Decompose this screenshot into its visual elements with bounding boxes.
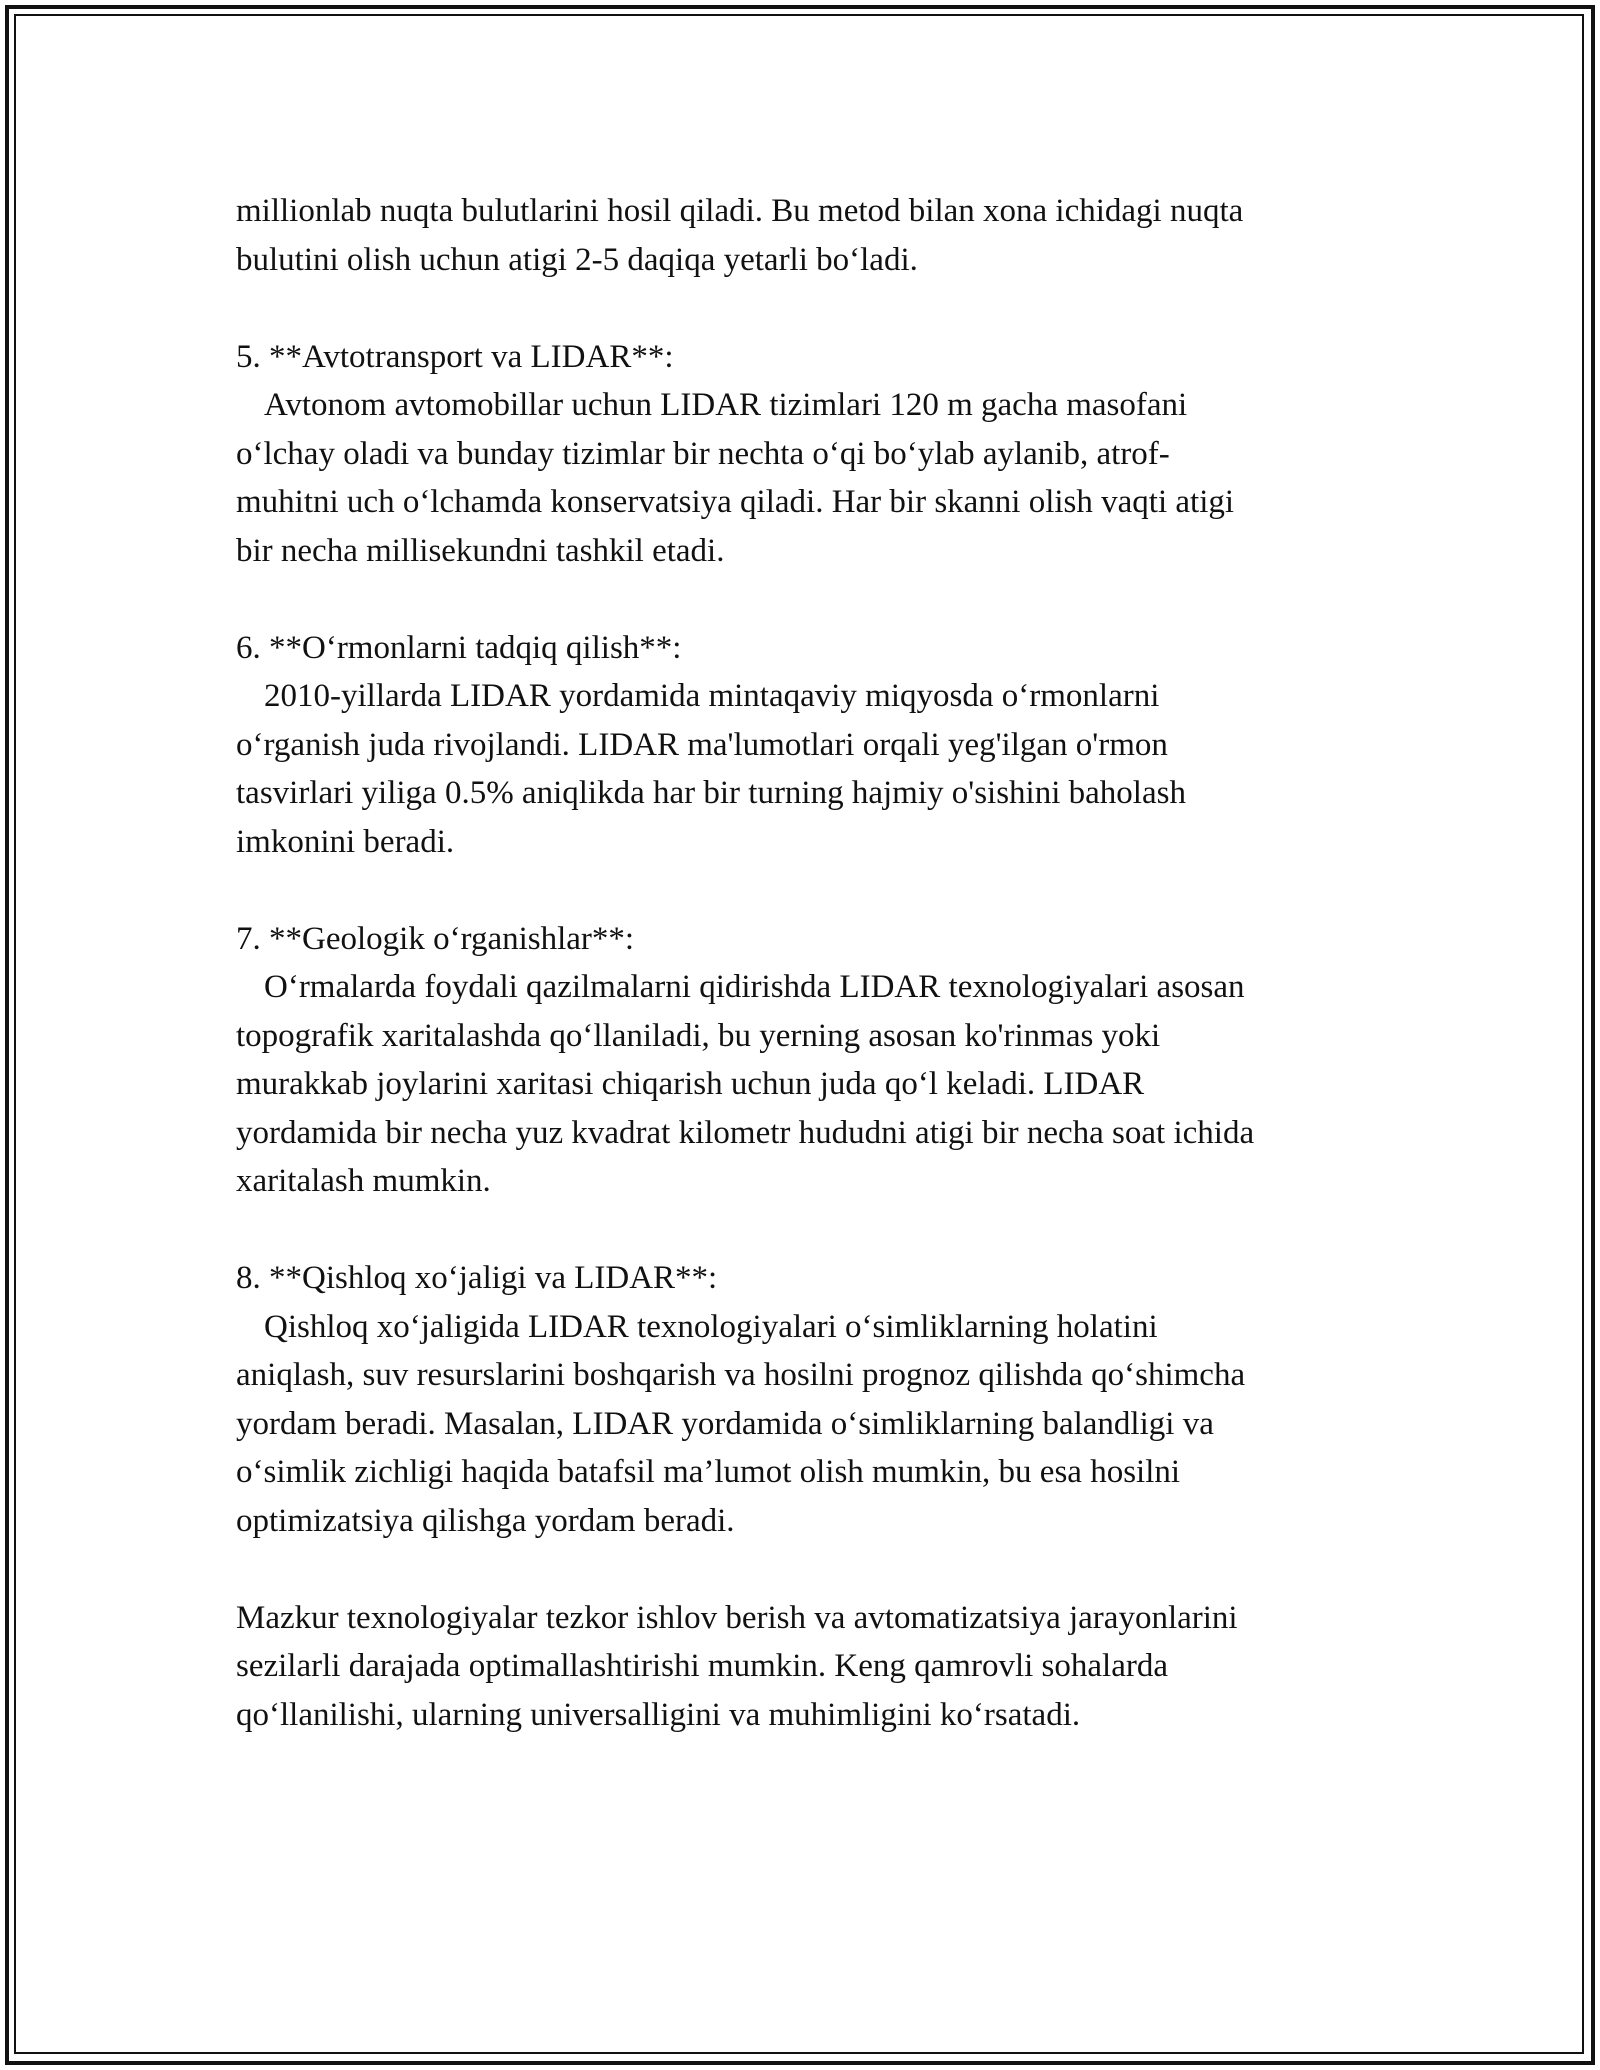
text-line: o‘rganish juda rivojlandi. LIDAR ma'lumotlari orqali yeg'ilgan o'rmon bbox=[236, 726, 1168, 763]
text-line-content: O‘rmalarda foydali qazilmalarni qidirishda LIDAR texnologiyalari asosan bbox=[264, 969, 1245, 1005]
text-line: o‘simlik zichligi haqida batafsil ma’lumot olish mumkin, bu esa hosilni bbox=[236, 1454, 1181, 1490]
text-line: xaritalash mumkin. bbox=[236, 1163, 491, 1199]
text-line-content: Qishloq xo‘jaligida LIDAR texnologiyalari o‘simliklarning holatini bbox=[264, 1308, 1158, 1345]
section-heading: 5. **Avtotransport va LIDAR**: bbox=[236, 338, 674, 375]
text-line: yordam beradi. Masalan, LIDAR yordamida o‘simliklarning balandligi va bbox=[236, 1405, 1214, 1442]
section-6 bbox=[236, 624, 1376, 867]
paragraph-gap bbox=[236, 1206, 1376, 1255]
text-line bbox=[236, 672, 1376, 721]
section-7 bbox=[236, 915, 1376, 1206]
paragraph-gap bbox=[236, 1545, 1376, 1594]
text-line: qo‘llanilishi, ularning universalligini va muhimligini ko‘rsatadi. bbox=[236, 1696, 1081, 1733]
text-line: o‘lchay oladi va bunday tizimlar bir nechta o‘qi bo‘ylab aylanib, atrof- bbox=[236, 435, 1170, 472]
text-line: bulutini olish uchun atigi 2-5 daqiqa yetarli bo‘ladi. bbox=[236, 241, 918, 278]
section-5 bbox=[236, 333, 1376, 576]
paragraph-gap bbox=[236, 866, 1376, 915]
paragraph-gap bbox=[236, 284, 1376, 333]
document-body bbox=[236, 187, 1376, 1739]
text-line: imkonini beradi. bbox=[236, 823, 455, 860]
section-heading: 8. **Qishloq xo‘jaligi va LIDAR**: bbox=[236, 1260, 718, 1296]
text-line: Mazkur texnologiyalar tezkor ishlov berish va avtomatizatsiya jarayonlarini bbox=[236, 1599, 1238, 1636]
text-line: topografik xaritalashda qo‘llaniladi, bu yerning asosan ko'rinmas yoki bbox=[236, 1017, 1161, 1054]
text-line: sezilarli darajada optimallashtirishi mumkin. Keng qamrovli sohalarda bbox=[236, 1648, 1168, 1684]
paragraph-gap bbox=[236, 575, 1376, 624]
text-line: murakkab joylarini xaritasi chiqarish uchun juda qo‘l keladi. LIDAR bbox=[236, 1066, 1145, 1102]
text-line: bir necha millisekundni tashkil etadi. bbox=[236, 532, 725, 569]
text-line: tasvirlari yiliga 0.5% aniqlikda har bir turning hajmiy o'sishini baholash bbox=[236, 775, 1186, 811]
text-line: aniqlash, suv resurslarini boshqarish va hosilni prognoz qilishda qo‘shimcha bbox=[236, 1357, 1246, 1393]
section-heading: 6. **O‘rmonlarni tadqiq qilish**: bbox=[236, 629, 682, 666]
text-line: muhitni uch o‘lchamda konservatsiya qiladi. Har bir skanni olish vaqti atigi bbox=[236, 484, 1235, 520]
text-line-content: Avtonom avtomobillar uchun LIDAR tizimlari 120 m gacha masofani bbox=[264, 387, 1188, 423]
text-line: millionlab nuqta bulutlarini hosil qiladi. Bu metod bilan xona ichidagi nuqta bbox=[236, 193, 1244, 229]
text-line bbox=[236, 381, 1376, 430]
intro-paragraph bbox=[236, 187, 1376, 284]
section-heading: 7. **Geologik o‘rganishlar**: bbox=[236, 920, 635, 957]
conclusion-paragraph bbox=[236, 1594, 1376, 1740]
text-line: yordamida bir necha yuz kvadrat kilometr hududni atigi bir necha soat ichida bbox=[236, 1114, 1255, 1151]
section-8 bbox=[236, 1254, 1376, 1545]
text-line bbox=[236, 1303, 1376, 1352]
text-line-content: 2010-yillarda LIDAR yordamida mintaqaviy miqyosda o‘rmonlarni bbox=[264, 678, 1160, 714]
text-line: optimizatsiya qilishga yordam beradi. bbox=[236, 1502, 735, 1539]
text-line bbox=[236, 963, 1376, 1012]
